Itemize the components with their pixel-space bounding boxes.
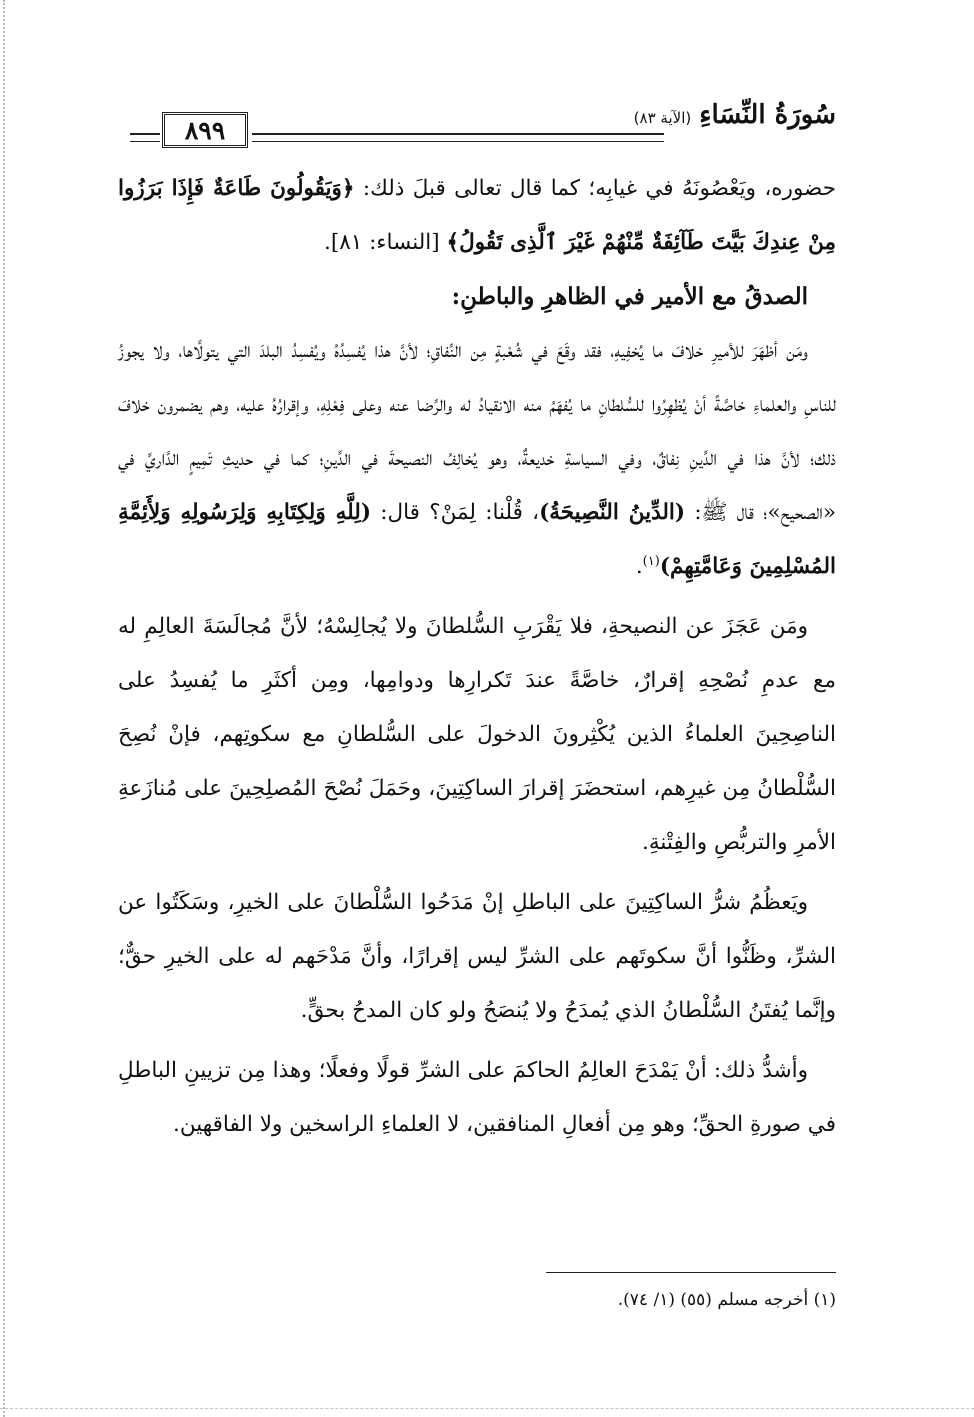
paragraph	[118, 600, 836, 870]
surah-name: سُورَةُ النِّسَاءِ	[699, 100, 836, 130]
header-rule-left	[130, 133, 160, 142]
text-run: ويَعظُمُ شرُّ الساكِتِينَ على الباطلِ إنْ مَدَحُوا السُّلْطانَ على الخيرِ، وسَكَتُوا عن الشرِّ، وظَنُّوا أنَّ سكوتَهم على الشرِّ ليس إقرارًا، وأنَّ مَدْحَهم له على الخيرِ حقٌّ؛ وإنَّما يُفتَنُ السُّلْطانُ الذي يُمدَحُ ولا يُنصَحُ ولو كان المدحُ بحقٍّ.	[118, 890, 836, 1023]
hadith-quote: (لِلَّهِ وَلِكِتَابِهِ وَلِرَسُولِهِ وَلِأَئِمَّةِ المُسْلِمِينَ وَعَامَّتِهِمْ)	[118, 500, 836, 579]
scan-edge-left	[3, 0, 5, 1417]
text-run: ، قُلْنا: لِمَنْ؟ قال:	[371, 500, 540, 525]
text-run: .	[635, 554, 643, 579]
footnote-marker: (١)	[813, 1290, 836, 1310]
page-number-frame	[162, 112, 248, 148]
paragraph	[118, 324, 836, 594]
header-rule	[252, 133, 664, 142]
footnote	[136, 1286, 836, 1314]
paragraph	[118, 876, 836, 1038]
verse-citation: [النساء: ٨١].	[324, 230, 447, 255]
body-text	[118, 162, 836, 1152]
footnote-text: أخرجه مسلم (٥٥) (١/ ٧٤).	[617, 1290, 809, 1310]
footnote-reference: (١)	[642, 553, 660, 569]
quran-verse: ﴿وَيَقُولُونَ طَاعَةٌ فَإِذَا بَرَزُوا مِنْ عِندِكَ بَيَّتَ طَآئِفَةٌ مِّنْهُمْ غَيْرَ ٱلَّذِى تَقُولُ﴾	[118, 176, 836, 255]
ayah-reference: (الآية ٨٣)	[633, 109, 692, 127]
page-header	[130, 96, 836, 150]
text-run: ومَن عَجَزَ عن النصيحةِ، فلا يَقْرَبِ السُّلطانَ ولا يُجالِسْهُ؛ لأنَّ مُجالَسَةَ العالِمِ له مع عدمِ نُصْحِهِ إقرارٌ، خاصَّةً عندَ تَكرارِها ودوامِها، ومِن أكثَرِ ما يُفسِدُ على الناصِحِينَ العلماءُ الذين يُكْثِرونَ الدخولَ على السُّلطانِ مع سكوتِهم، فإنْ نُصِحَ السُّلْطانُ مِن غيرِهم، استحضَرَ إقرارَ الساكِتِينَ، وحَمَلَ نُصْحَ المُصلِحِينَ على مُنازَعةِ الأمرِ والتربُّصِ والفِتْنةِ.	[118, 614, 836, 855]
footnote-separator	[546, 1272, 836, 1273]
paragraph-continuation	[118, 162, 836, 270]
text-run: ومَن أظهَرَ للأميرِ خلافَ ما يُخفِيهِ، فقد وقَعَ في شُعْبةٍ مِن النِّفاقِ؛ لأنَّ هذا يُفسِدُهُ ويُفسِدُ البلدَ التي يتولَّاها، ولا يجوزُ للناسِ والعلماءِ خاصَّةً أنْ يُظهِرُوا للسُّلطانِ ما يُفهَمُ منه الانقيادُ له والرِّضا عنه وعلى فِعْلِهِ، وإقرارُهُ عليه، وهم يضمرون خلافَ ذلك؛ لأنَّ هذا في الدِّينِ نِفاقٌ، وفي السياسةِ خديعةٌ، وهو يُخالِفُ النصيحةَ في الدِّينِ؛ كما في حديثِ تَمِيمٍ الدَّاريِّ في «الصحيح»؛ قال ﷺ:	[118, 338, 837, 525]
text-run: وأشدُّ ذلك: أنْ يَمْدَحَ العالِمُ الحاكمَ على الشرِّ قولًا وفعلًا؛ وهذا مِن تزيينِ الباطلِ في صورةِ الحقِّ؛ وهو مِن أفعالِ المنافقين، لا العلماءِ الراسخين ولا الفاقهين.	[118, 1058, 836, 1137]
paragraph	[118, 1044, 836, 1152]
heading-text: الصدقُ مع الأمير في الظاهرِ والباطنِ:	[451, 283, 808, 310]
running-title	[634, 100, 836, 130]
scan-edge-bottom	[0, 1408, 974, 1409]
text-run: حضوره، ويَعْصُونَهُ في غيابِه؛ كما قال تعالى قبلَ ذلك:	[354, 176, 836, 201]
section-heading	[118, 270, 836, 324]
page-number: ٨٩٩	[184, 115, 226, 145]
hadith-quote: (الدِّينُ النَّصِيحَةُ)	[539, 500, 686, 525]
